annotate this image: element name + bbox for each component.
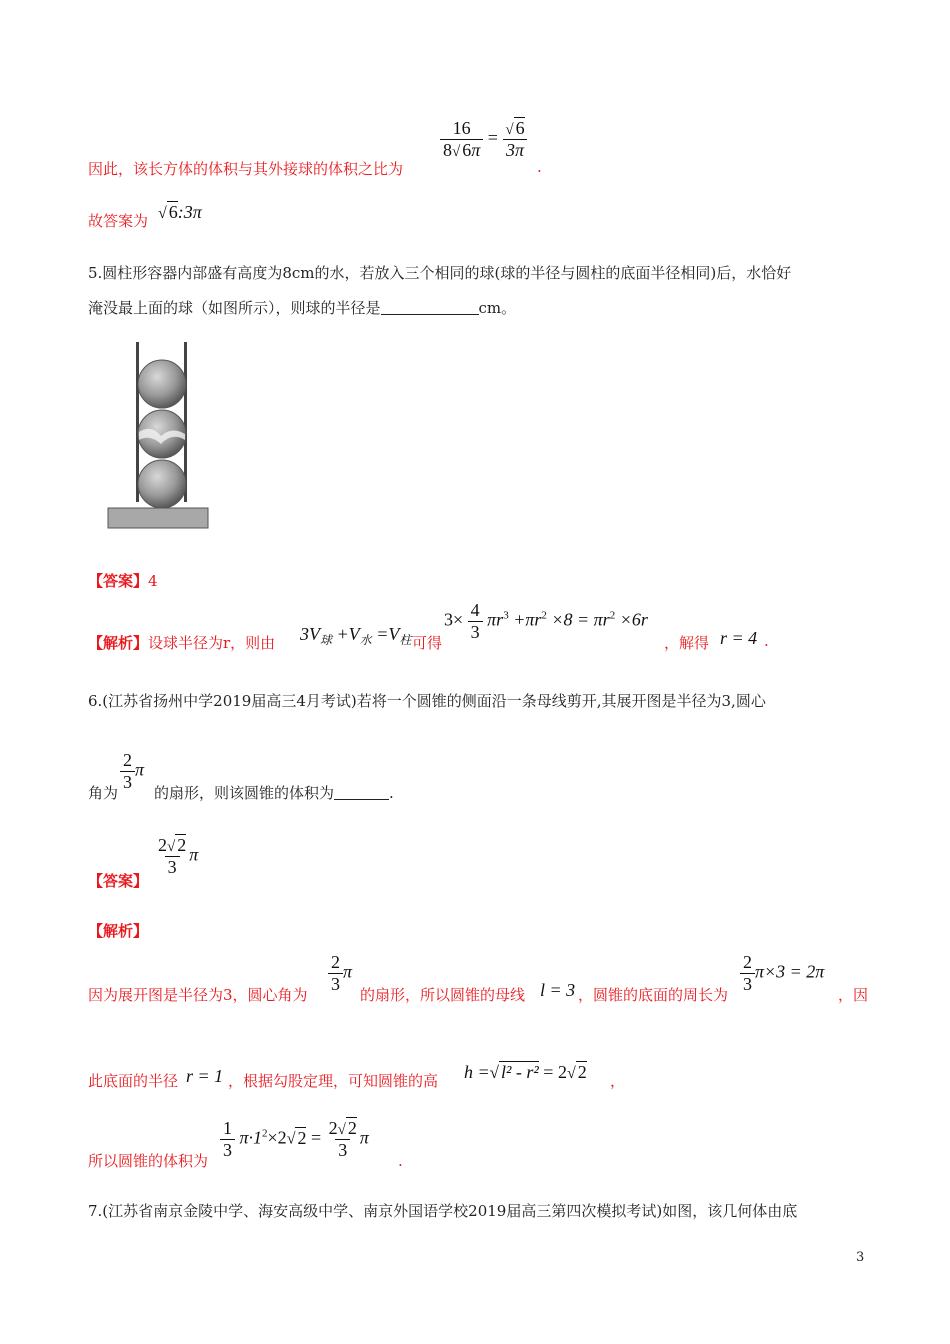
q6-p1-l: l = 3 bbox=[540, 980, 576, 1000]
ball-bottom bbox=[138, 460, 186, 508]
q6-p1-b: 的扇形，所以圆锥的母线 bbox=[360, 986, 526, 1004]
q6-p3-a: 所以圆锥的体积为 bbox=[88, 1152, 209, 1170]
q6-p3-dot: . bbox=[398, 1152, 403, 1170]
q5-blank bbox=[381, 300, 479, 315]
q5-analysis: 【解析】设球半径为r，则由 bbox=[88, 634, 276, 652]
ratio-numerator: 16 bbox=[452, 118, 471, 138]
q6-line2-a: 角为 bbox=[88, 784, 119, 802]
q6-p1-a: 因为展开图是半径为3，圆心角为 bbox=[88, 986, 308, 1004]
ratio-equals: = bbox=[487, 127, 498, 148]
q6-p3-formula: $\frac{1}{3}$ $\pi\cdot 1^2\times 2√$ 2 = $\frac{2√ 2}{3}$ π bbox=[220, 1118, 369, 1161]
q7-line1: 7.(江苏省南京金陵中学、海安高级中学、南京外国语学校2019届高三第四次模拟考试)如图，该几何体由底 bbox=[88, 1202, 798, 1220]
q6-angle: $\frac{2}{3}$ π bbox=[120, 750, 144, 792]
q6-p1-calc: $\frac{2}{3}$ π×3 = 2π bbox=[740, 952, 824, 994]
q5-kede: 可得 bbox=[412, 634, 443, 652]
figure-base bbox=[108, 508, 208, 528]
q6-p2-b: ，根据勾股定理，可知圆锥的高 bbox=[228, 1072, 439, 1090]
q6-analysis-tag: 【解析】 bbox=[88, 922, 149, 940]
ratio-denominator: 8√ 6π bbox=[440, 139, 483, 161]
ratio-dot: . bbox=[537, 158, 542, 176]
q6-p2-formula: h =√ l² - r² = 2√ 2 bbox=[464, 1062, 587, 1082]
ball-top bbox=[138, 360, 186, 408]
q5-jiede: ，解得 bbox=[664, 634, 710, 652]
q5-answer: 【答案】4 bbox=[88, 572, 158, 590]
prev-answer-label: 故答案为 bbox=[88, 212, 149, 230]
ratio-rhs-fraction: $\frac{√ 6}{3\pi}$ bbox=[502, 118, 527, 161]
q6-blank bbox=[334, 785, 389, 800]
ratio-formula bbox=[440, 118, 528, 161]
q6-p1-d: ，因 bbox=[838, 986, 869, 1004]
q6-p1-c: ，圆锥的底面的周长为 bbox=[578, 986, 729, 1004]
q6-p2-a: 此底面的半径 bbox=[88, 1072, 179, 1090]
ratio-text: 因此，该长方体的体积与其外接球的体积之比为 bbox=[88, 160, 404, 178]
prev-answer-formula: √ 6:3π bbox=[158, 202, 202, 222]
page-number: 3 bbox=[856, 1250, 865, 1265]
q6-p2-c: ， bbox=[610, 1072, 626, 1090]
q6-p1-angle: $\frac{2}{3}$ π bbox=[328, 952, 352, 994]
q6-p2-r: r = 1 bbox=[186, 1066, 224, 1086]
q5-eq1: $3V_球 +V_水 =V_柱$ bbox=[300, 624, 412, 647]
ratio-fraction bbox=[440, 118, 483, 161]
q6-answer-formula: $\frac{2√ 2}{3}$ π bbox=[158, 835, 199, 878]
ratio-statement bbox=[88, 158, 403, 179]
prev-answer-line bbox=[88, 210, 148, 231]
q5-result: r = 4 bbox=[720, 628, 758, 648]
q5-dot: . bbox=[764, 632, 769, 650]
q6-line1: 6.(江苏省扬州中学2019届高三4月考试)若将一个圆锥的侧面沿一条母线剪开,其展开图是半径为3,圆心 bbox=[88, 692, 766, 710]
q5-line1: 5.圆柱形容器内部盛有高度为8cm的水，若放入三个相同的球(球的半径与圆柱的底面半径相同)后，水恰好 bbox=[88, 264, 792, 282]
q5-eq2: 3× $\frac{4}{3}$ $\pi r^3 +\pi r^2 \times 8 = \pi r^2 \times 6r$ bbox=[444, 600, 648, 642]
q6-line2-b: 的扇形，则该圆锥的体积为 . bbox=[154, 784, 394, 802]
cylinder-balls-figure bbox=[106, 340, 210, 530]
q5-line2: 淹没最上面的球（如图所示），则球的半径是 cm。 bbox=[88, 299, 517, 317]
q6-answer-tag: 【答案】 bbox=[88, 872, 149, 890]
